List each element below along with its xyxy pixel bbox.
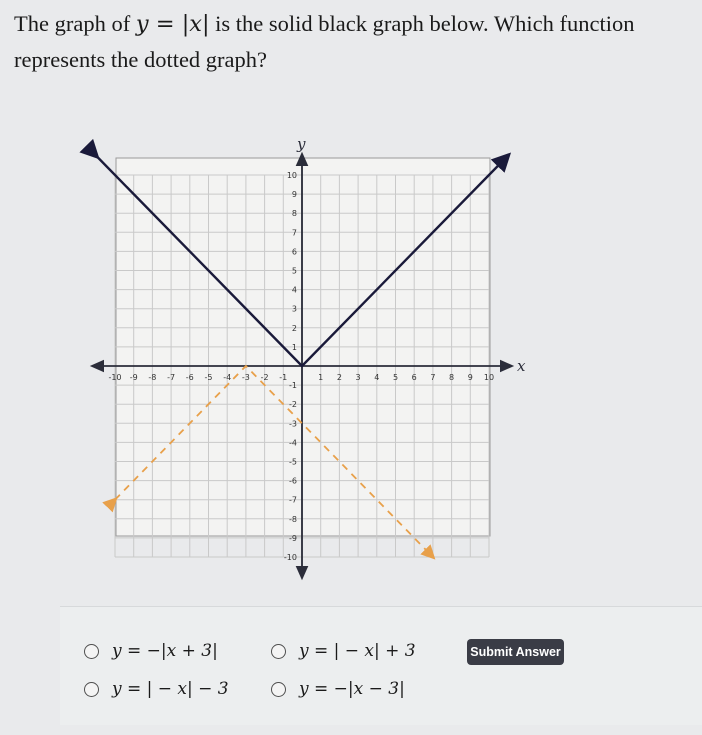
coordinate-graph [84, 118, 524, 580]
answer-option-2[interactable] [271, 641, 416, 661]
x-tick-label: -1 [279, 373, 288, 382]
x-tick-label: 10 [483, 373, 495, 382]
y-tick-label: 2 [291, 323, 297, 333]
x-tick-label: -8 [148, 373, 157, 382]
x-tick-label: -5 [204, 373, 213, 382]
x-tick-label: -4 [223, 373, 232, 382]
y-tick-label: -9 [289, 533, 297, 543]
y-tick-label: -3 [289, 419, 297, 429]
y-tick-label: -7 [289, 495, 297, 505]
y-tick-label: 4 [291, 285, 297, 295]
radio-button[interactable] [271, 682, 286, 697]
radio-button[interactable] [84, 644, 99, 659]
y-tick-label: 7 [291, 228, 297, 238]
answer-option-4[interactable] [271, 679, 405, 699]
y-tick-label: 5 [291, 266, 297, 276]
y-tick-label: 3 [291, 304, 297, 314]
x-tick-label: 6 [411, 373, 417, 382]
y-tick-label: -8 [289, 514, 297, 524]
x-axis-label: x [517, 357, 526, 375]
x-tick-label: -2 [260, 373, 269, 382]
y-tick-label: 1 [291, 342, 297, 352]
question-part2: is the solid black graph below. Which function represents the dotted graph? [14, 11, 635, 72]
x-tick-label: -7 [167, 373, 176, 382]
answer-option-label: y = −|x + 3| [112, 641, 218, 661]
x-tick-label: 4 [374, 373, 380, 382]
y-tick-label: -10 [283, 553, 297, 562]
x-tick-label: 7 [430, 373, 436, 382]
x-tick-label: 5 [392, 373, 399, 382]
y-tick-label: 10 [286, 171, 297, 180]
radio-button[interactable] [271, 644, 286, 659]
x-tick-label: -9 [129, 373, 138, 382]
submit-answer-button[interactable]: Submit Answer [467, 639, 564, 665]
x-tick-label: 1 [318, 373, 324, 382]
y-tick-label: 9 [291, 190, 297, 200]
question-text [14, 6, 694, 78]
answer-option-label: y = −|x − 3| [299, 679, 405, 699]
answer-option-1[interactable] [84, 641, 218, 661]
y-axis-label: y [297, 135, 306, 153]
y-tick-label: -4 [289, 438, 297, 448]
y-tick-label: -1 [289, 381, 297, 391]
x-tick-label: -10 [108, 373, 122, 382]
answer-option-3[interactable] [84, 679, 229, 699]
x-tick-label: 2 [336, 373, 342, 382]
x-tick-label: 9 [467, 373, 473, 382]
y-tick-label: 6 [291, 247, 297, 257]
x-tick-label: -3 [241, 373, 250, 382]
y-tick-label: -2 [289, 400, 297, 410]
y-tick-label: -5 [289, 457, 297, 467]
y-tick-label: 8 [291, 209, 297, 219]
y-tick-label: -6 [289, 476, 297, 486]
answer-option-label: y = | − x| − 3 [112, 679, 229, 699]
x-tick-label: 8 [449, 373, 455, 382]
x-tick-label: 3 [355, 373, 361, 382]
question-part1: The graph of [14, 11, 136, 36]
question-math: y = |x| [135, 11, 210, 37]
radio-button[interactable] [84, 682, 99, 697]
x-tick-label: -6 [185, 373, 194, 382]
answer-panel [60, 606, 702, 725]
answer-option-label: y = | − x| + 3 [299, 641, 416, 661]
